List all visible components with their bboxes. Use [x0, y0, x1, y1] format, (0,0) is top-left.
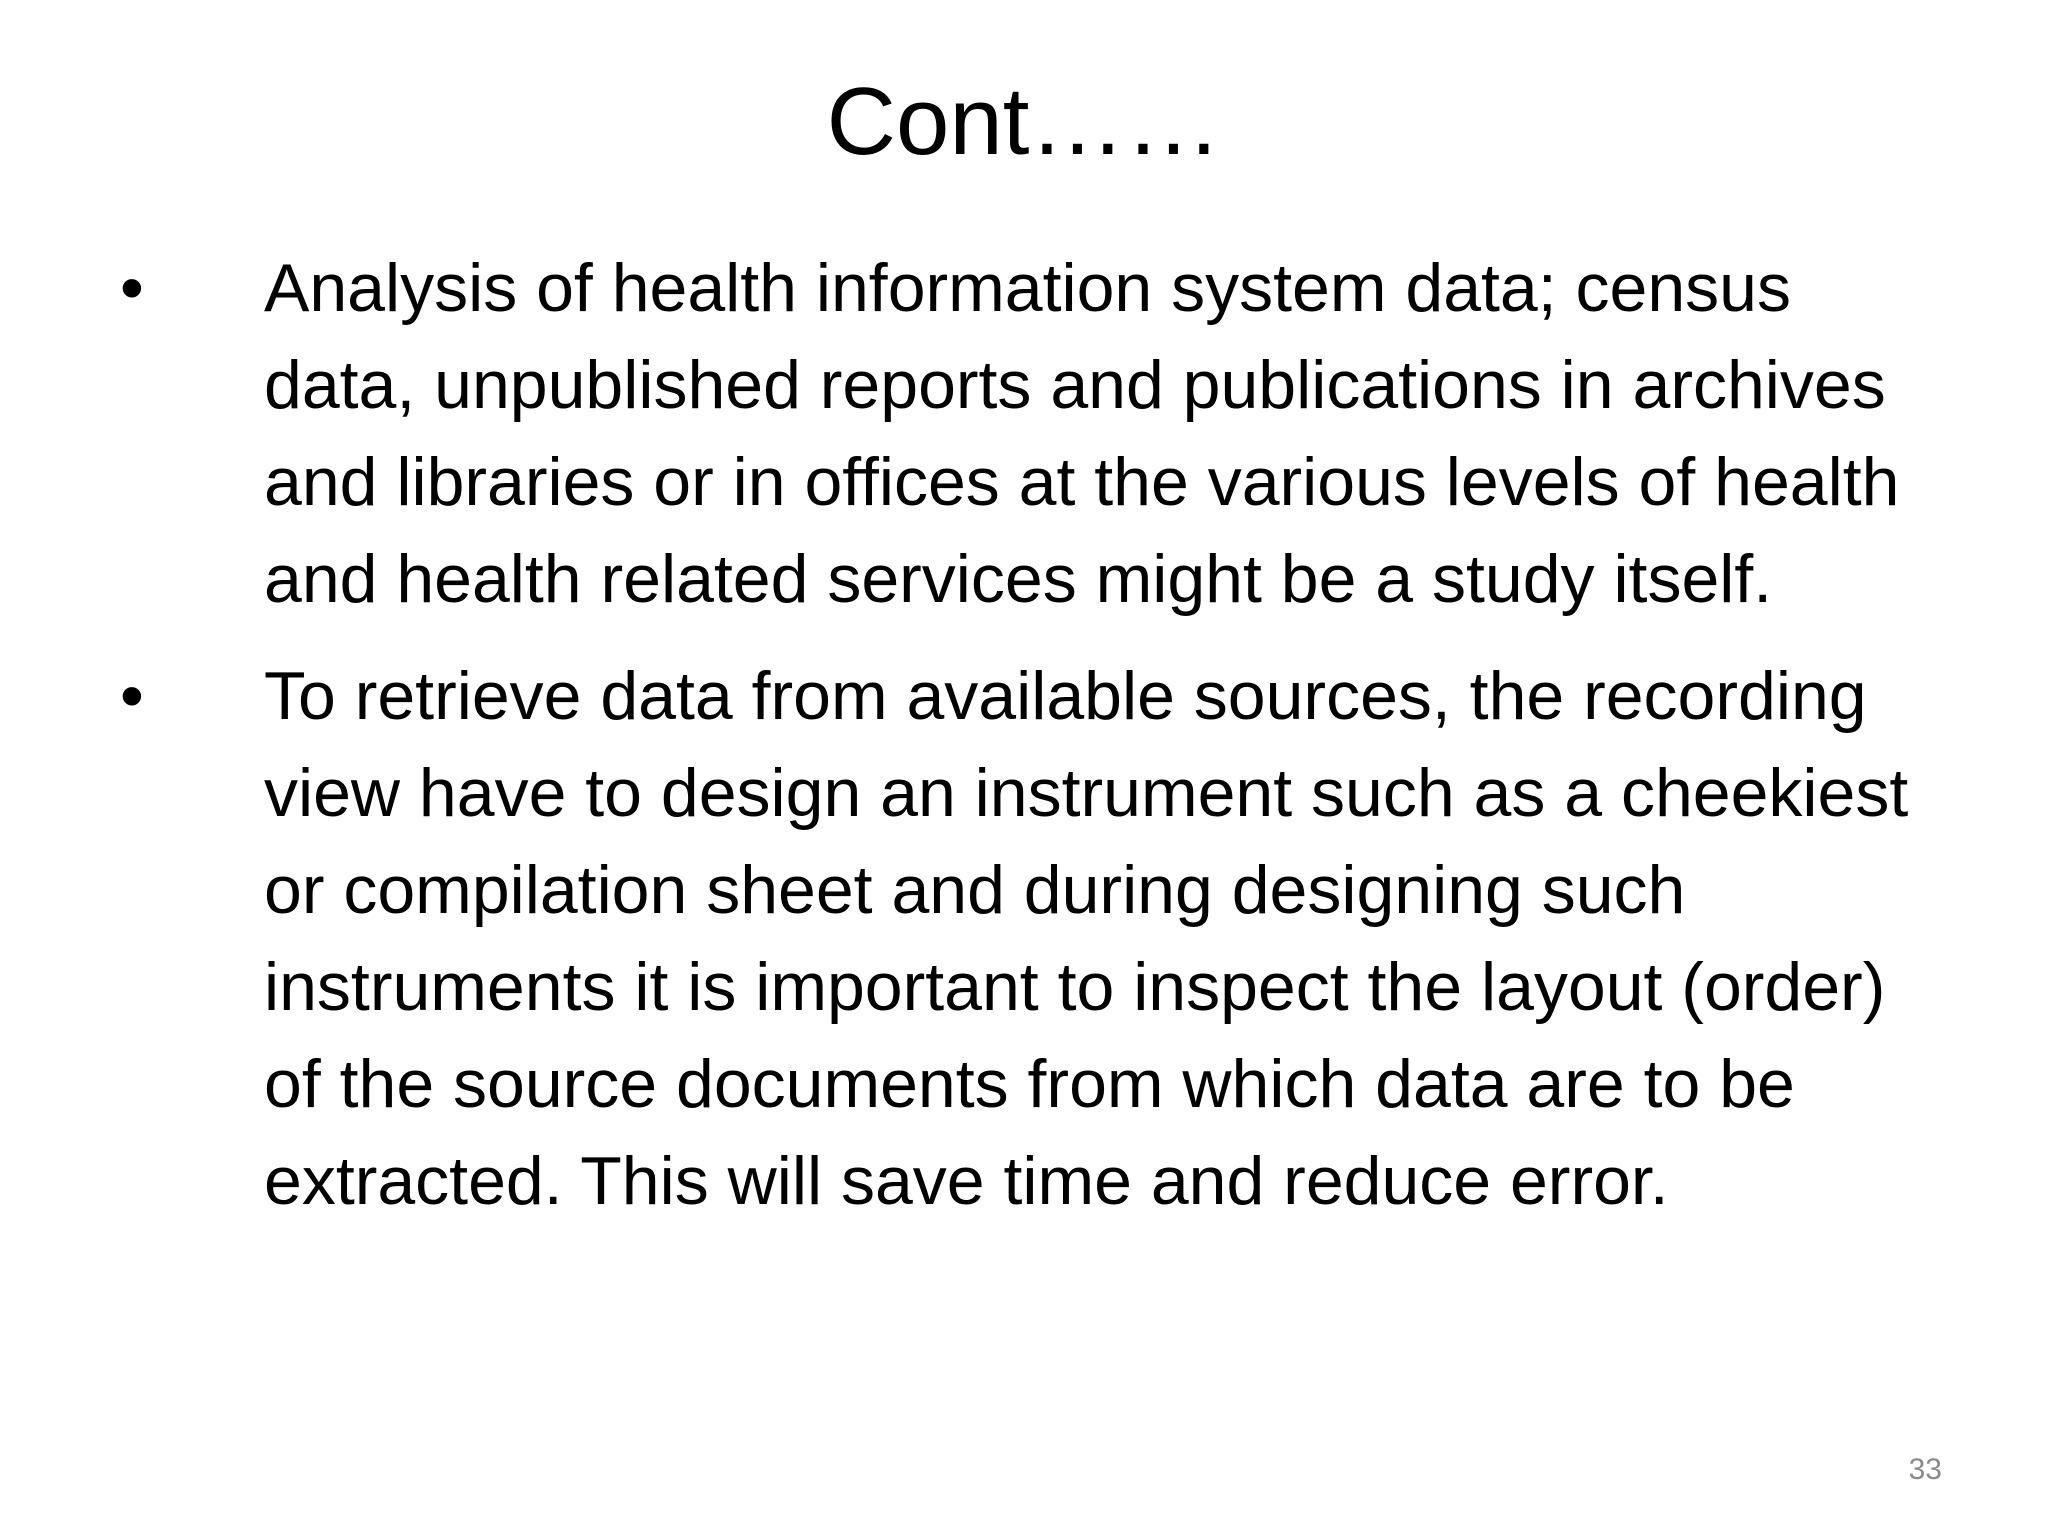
slide-number: 33 — [1908, 1453, 1942, 1486]
bullet-item — [120, 240, 1950, 628]
bullet-marker: • — [120, 658, 144, 734]
slide-title: Cont…… — [826, 68, 1222, 175]
bullet-item — [120, 648, 1950, 1230]
bullet-text: To retrieve data from available sources, the recording view have to design an instrument such as a cheekiest or compilation sheet and during designing such instruments it is important to inspect the layout (order) of the source documents from which data are to be extracted. This will save time and reduce error. — [264, 658, 1909, 1219]
bullet-list — [120, 240, 1950, 1250]
bullet-marker: • — [120, 250, 144, 326]
bullet-text: Analysis of health information system data; census data, unpublished reports and publications in archives and libraries or in offices at the various levels of health and health related services might be a study itself. — [264, 250, 1900, 617]
